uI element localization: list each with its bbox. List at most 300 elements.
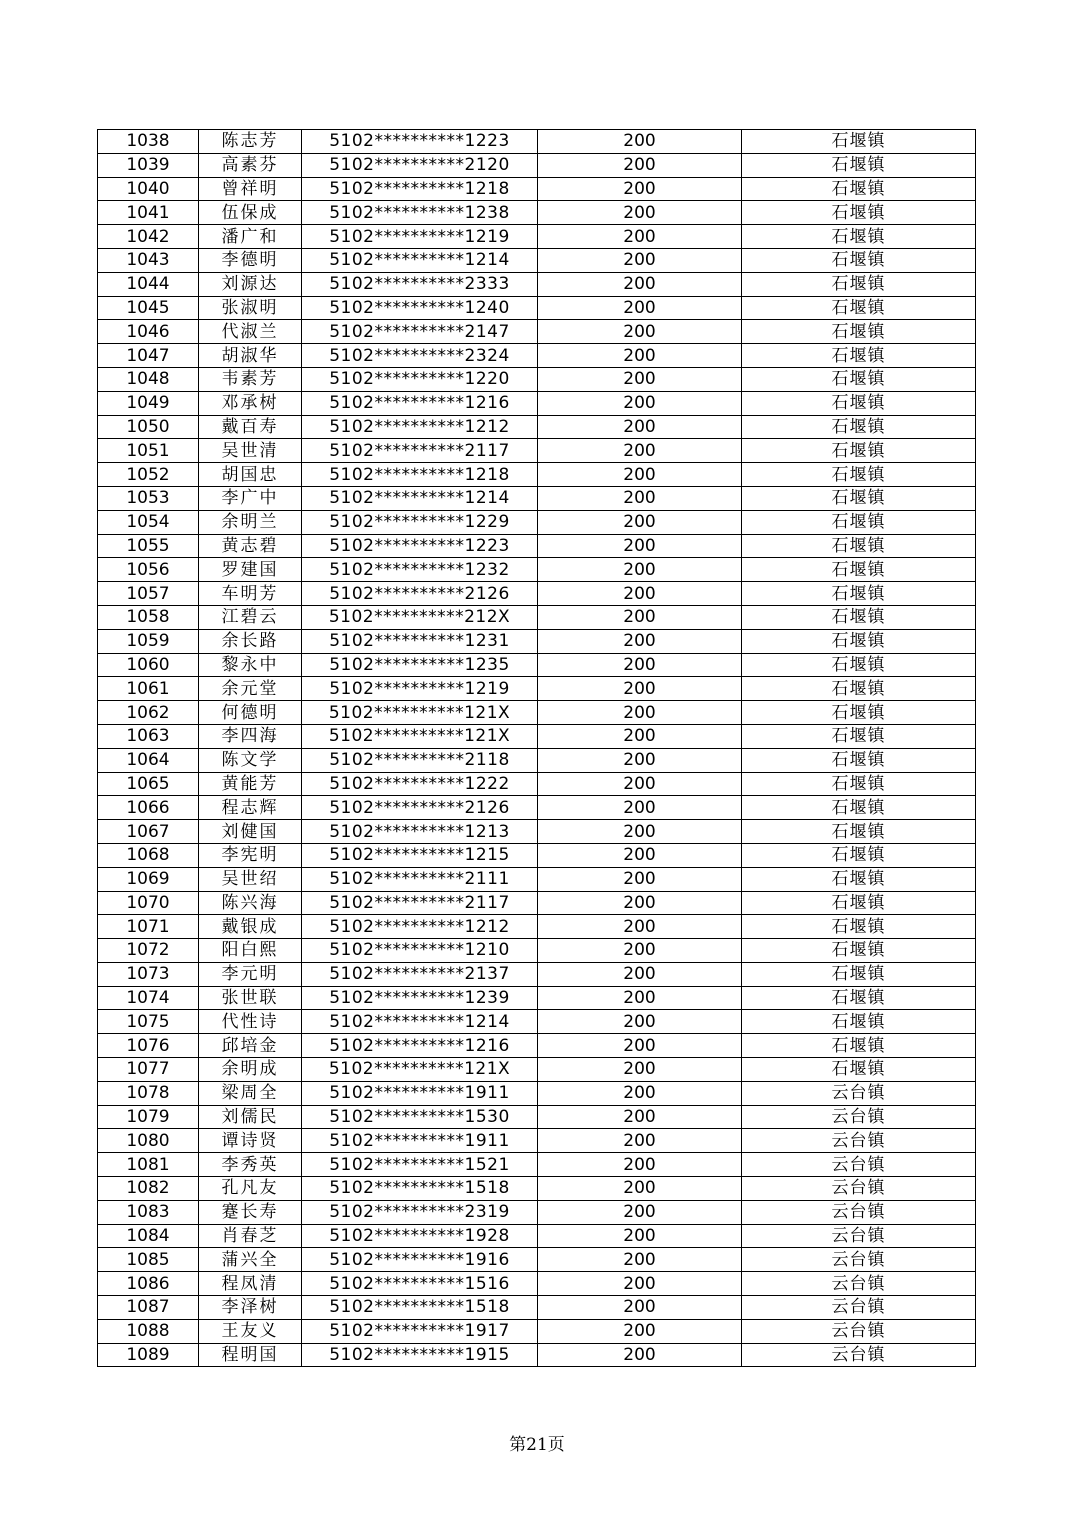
town-cell: 石堰镇	[742, 1034, 976, 1058]
id-number-cell: 5102**********121X	[302, 1058, 538, 1082]
town-cell: 石堰镇	[742, 367, 976, 391]
town-cell: 云台镇	[742, 1319, 976, 1343]
town-cell: 石堰镇	[742, 486, 976, 510]
name-cell: 梁周全	[199, 1081, 302, 1105]
name-cell: 蹇长寿	[199, 1200, 302, 1224]
amount-cell: 200	[538, 820, 742, 844]
table-row	[98, 915, 976, 939]
name-cell: 余明兰	[199, 510, 302, 534]
table-row	[98, 177, 976, 201]
id-number-cell: 5102**********1238	[302, 201, 538, 225]
id-number-cell: 5102**********1218	[302, 463, 538, 487]
name-cell: 程志辉	[199, 796, 302, 820]
id-number-cell: 5102**********2111	[302, 867, 538, 891]
amount-cell: 200	[538, 986, 742, 1010]
seq-cell: 1053	[98, 486, 199, 510]
amount-cell: 200	[538, 1105, 742, 1129]
id-number-cell: 5102**********1232	[302, 558, 538, 582]
table-row	[98, 296, 976, 320]
id-number-cell: 5102**********1239	[302, 986, 538, 1010]
id-number-cell: 5102**********1516	[302, 1272, 538, 1296]
id-number-cell: 5102**********1911	[302, 1081, 538, 1105]
id-number-cell: 5102**********2324	[302, 344, 538, 368]
id-number-cell: 5102**********2120	[302, 153, 538, 177]
amount-cell: 200	[538, 1058, 742, 1082]
town-cell: 云台镇	[742, 1177, 976, 1201]
table-row	[98, 582, 976, 606]
town-cell: 石堰镇	[742, 677, 976, 701]
seq-cell: 1064	[98, 748, 199, 772]
amount-cell: 200	[538, 201, 742, 225]
town-cell: 石堰镇	[742, 510, 976, 534]
town-cell: 石堰镇	[742, 962, 976, 986]
name-cell: 谭诗贤	[199, 1129, 302, 1153]
table-row	[98, 748, 976, 772]
amount-cell: 200	[538, 510, 742, 534]
name-cell: 何德明	[199, 701, 302, 725]
name-cell: 李四海	[199, 724, 302, 748]
amount-cell: 200	[538, 1010, 742, 1034]
amount-cell: 200	[538, 867, 742, 891]
id-number-cell: 5102**********121X	[302, 724, 538, 748]
name-cell: 韦素芳	[199, 367, 302, 391]
town-cell: 石堰镇	[742, 1010, 976, 1034]
name-cell: 李泽树	[199, 1296, 302, 1320]
id-number-cell: 5102**********1222	[302, 772, 538, 796]
name-cell: 程明国	[199, 1343, 302, 1367]
seq-cell: 1079	[98, 1105, 199, 1129]
seq-cell: 1048	[98, 367, 199, 391]
table-row	[98, 130, 976, 154]
amount-cell: 200	[538, 153, 742, 177]
seq-cell: 1077	[98, 1058, 199, 1082]
seq-cell: 1054	[98, 510, 199, 534]
seq-cell: 1071	[98, 915, 199, 939]
town-cell: 石堰镇	[742, 201, 976, 225]
name-cell: 代性诗	[199, 1010, 302, 1034]
table-row	[98, 153, 976, 177]
table-row	[98, 1129, 976, 1153]
seq-cell: 1075	[98, 1010, 199, 1034]
table-row	[98, 201, 976, 225]
town-cell: 石堰镇	[742, 1058, 976, 1082]
amount-cell: 200	[538, 1200, 742, 1224]
amount-cell: 200	[538, 1272, 742, 1296]
id-number-cell: 5102**********1240	[302, 296, 538, 320]
amount-cell: 200	[538, 320, 742, 344]
table-row	[98, 843, 976, 867]
id-number-cell: 5102**********1911	[302, 1129, 538, 1153]
seq-cell: 1089	[98, 1343, 199, 1367]
amount-cell: 200	[538, 1296, 742, 1320]
seq-cell: 1049	[98, 391, 199, 415]
id-number-cell: 5102**********2319	[302, 1200, 538, 1224]
town-cell: 云台镇	[742, 1129, 976, 1153]
town-cell: 石堰镇	[742, 225, 976, 249]
name-cell: 孔凡友	[199, 1177, 302, 1201]
table-row	[98, 605, 976, 629]
id-number-cell: 5102**********1213	[302, 820, 538, 844]
name-cell: 蒲兴全	[199, 1248, 302, 1272]
town-cell: 石堰镇	[742, 724, 976, 748]
amount-cell: 200	[538, 558, 742, 582]
name-cell: 潘广和	[199, 225, 302, 249]
name-cell: 刘健国	[199, 820, 302, 844]
amount-cell: 200	[538, 248, 742, 272]
id-number-cell: 5102**********1219	[302, 225, 538, 249]
name-cell: 张世联	[199, 986, 302, 1010]
amount-cell: 200	[538, 891, 742, 915]
seq-cell: 1041	[98, 201, 199, 225]
town-cell: 石堰镇	[742, 843, 976, 867]
table-row	[98, 1343, 976, 1367]
table-row	[98, 1034, 976, 1058]
table-row	[98, 986, 976, 1010]
table-row	[98, 1248, 976, 1272]
name-cell: 余长路	[199, 629, 302, 653]
table-row	[98, 1153, 976, 1177]
seq-cell: 1088	[98, 1319, 199, 1343]
roster-body	[98, 130, 976, 1367]
id-number-cell: 5102**********1231	[302, 629, 538, 653]
table-row	[98, 772, 976, 796]
amount-cell: 200	[538, 1343, 742, 1367]
seq-cell: 1040	[98, 177, 199, 201]
seq-cell: 1052	[98, 463, 199, 487]
seq-cell: 1039	[98, 153, 199, 177]
town-cell: 石堰镇	[742, 320, 976, 344]
seq-cell: 1038	[98, 130, 199, 154]
seq-cell: 1058	[98, 605, 199, 629]
town-cell: 石堰镇	[742, 629, 976, 653]
name-cell: 高素芬	[199, 153, 302, 177]
town-cell: 石堰镇	[742, 653, 976, 677]
table-row	[98, 677, 976, 701]
name-cell: 戴百寿	[199, 415, 302, 439]
town-cell: 石堰镇	[742, 986, 976, 1010]
id-number-cell: 5102**********2118	[302, 748, 538, 772]
name-cell: 程凤清	[199, 1272, 302, 1296]
amount-cell: 200	[538, 629, 742, 653]
seq-cell: 1073	[98, 962, 199, 986]
seq-cell: 1063	[98, 724, 199, 748]
id-number-cell: 5102**********1215	[302, 843, 538, 867]
table-row	[98, 1081, 976, 1105]
seq-cell: 1074	[98, 986, 199, 1010]
town-cell: 石堰镇	[742, 915, 976, 939]
seq-cell: 1043	[98, 248, 199, 272]
amount-cell: 200	[538, 915, 742, 939]
table-row	[98, 320, 976, 344]
name-cell: 李元明	[199, 962, 302, 986]
town-cell: 石堰镇	[742, 820, 976, 844]
id-number-cell: 5102**********1216	[302, 1034, 538, 1058]
name-cell: 李德明	[199, 248, 302, 272]
name-cell: 陈志芳	[199, 130, 302, 154]
id-number-cell: 5102**********1928	[302, 1224, 538, 1248]
id-number-cell: 5102**********1212	[302, 415, 538, 439]
amount-cell: 200	[538, 582, 742, 606]
seq-cell: 1085	[98, 1248, 199, 1272]
seq-cell: 1051	[98, 439, 199, 463]
amount-cell: 200	[538, 367, 742, 391]
id-number-cell: 5102**********1917	[302, 1319, 538, 1343]
id-number-cell: 5102**********2126	[302, 582, 538, 606]
table-row	[98, 486, 976, 510]
name-cell: 戴银成	[199, 915, 302, 939]
id-number-cell: 5102**********1219	[302, 677, 538, 701]
amount-cell: 200	[538, 1081, 742, 1105]
amount-cell: 200	[538, 534, 742, 558]
id-number-cell: 5102**********2117	[302, 439, 538, 463]
id-number-cell: 5102**********2333	[302, 272, 538, 296]
table-row	[98, 701, 976, 725]
id-number-cell: 5102**********1915	[302, 1343, 538, 1367]
id-number-cell: 5102**********1216	[302, 391, 538, 415]
town-cell: 石堰镇	[742, 177, 976, 201]
town-cell: 石堰镇	[742, 272, 976, 296]
amount-cell: 200	[538, 796, 742, 820]
table-row	[98, 939, 976, 963]
seq-cell: 1059	[98, 629, 199, 653]
seq-cell: 1061	[98, 677, 199, 701]
town-cell: 石堰镇	[742, 605, 976, 629]
seq-cell: 1080	[98, 1129, 199, 1153]
seq-cell: 1084	[98, 1224, 199, 1248]
table-row	[98, 463, 976, 487]
seq-cell: 1083	[98, 1200, 199, 1224]
name-cell: 黎永中	[199, 653, 302, 677]
id-number-cell: 5102**********1218	[302, 177, 538, 201]
name-cell: 陈兴海	[199, 891, 302, 915]
town-cell: 云台镇	[742, 1200, 976, 1224]
table-row	[98, 248, 976, 272]
name-cell: 代淑兰	[199, 320, 302, 344]
id-number-cell: 5102**********1210	[302, 939, 538, 963]
id-number-cell: 5102**********1521	[302, 1153, 538, 1177]
name-cell: 邱培金	[199, 1034, 302, 1058]
table-row	[98, 796, 976, 820]
name-cell: 阳白熙	[199, 939, 302, 963]
id-number-cell: 5102**********1223	[302, 534, 538, 558]
town-cell: 石堰镇	[742, 296, 976, 320]
table-row	[98, 1010, 976, 1034]
amount-cell: 200	[538, 486, 742, 510]
name-cell: 陈文学	[199, 748, 302, 772]
table-row	[98, 344, 976, 368]
name-cell: 伍保成	[199, 201, 302, 225]
seq-cell: 1076	[98, 1034, 199, 1058]
amount-cell: 200	[538, 772, 742, 796]
id-number-cell: 5102**********2126	[302, 796, 538, 820]
town-cell: 石堰镇	[742, 534, 976, 558]
table-row	[98, 272, 976, 296]
amount-cell: 200	[538, 724, 742, 748]
town-cell: 石堰镇	[742, 748, 976, 772]
amount-cell: 200	[538, 962, 742, 986]
town-cell: 石堰镇	[742, 891, 976, 915]
table-row	[98, 724, 976, 748]
town-cell: 云台镇	[742, 1153, 976, 1177]
name-cell: 胡国忠	[199, 463, 302, 487]
name-cell: 肖春芝	[199, 1224, 302, 1248]
name-cell: 黄志碧	[199, 534, 302, 558]
table-row	[98, 1272, 976, 1296]
seq-cell: 1069	[98, 867, 199, 891]
table-row	[98, 629, 976, 653]
seq-cell: 1055	[98, 534, 199, 558]
id-number-cell: 5102**********1518	[302, 1296, 538, 1320]
amount-cell: 200	[538, 1034, 742, 1058]
amount-cell: 200	[538, 1177, 742, 1201]
name-cell: 余元堂	[199, 677, 302, 701]
seq-cell: 1087	[98, 1296, 199, 1320]
seq-cell: 1047	[98, 344, 199, 368]
town-cell: 云台镇	[742, 1296, 976, 1320]
seq-cell: 1056	[98, 558, 199, 582]
amount-cell: 200	[538, 296, 742, 320]
amount-cell: 200	[538, 701, 742, 725]
table-row	[98, 367, 976, 391]
seq-cell: 1072	[98, 939, 199, 963]
seq-cell: 1086	[98, 1272, 199, 1296]
seq-cell: 1045	[98, 296, 199, 320]
amount-cell: 200	[538, 344, 742, 368]
id-number-cell: 5102**********1214	[302, 248, 538, 272]
seq-cell: 1081	[98, 1153, 199, 1177]
town-cell: 石堰镇	[742, 439, 976, 463]
seq-cell: 1065	[98, 772, 199, 796]
seq-cell: 1060	[98, 653, 199, 677]
amount-cell: 200	[538, 748, 742, 772]
amount-cell: 200	[538, 653, 742, 677]
amount-cell: 200	[538, 1248, 742, 1272]
amount-cell: 200	[538, 1129, 742, 1153]
town-cell: 石堰镇	[742, 153, 976, 177]
table-row	[98, 1105, 976, 1129]
id-number-cell: 5102**********2117	[302, 891, 538, 915]
amount-cell: 200	[538, 677, 742, 701]
amount-cell: 200	[538, 939, 742, 963]
name-cell: 余明成	[199, 1058, 302, 1082]
id-number-cell: 5102**********1214	[302, 486, 538, 510]
table-row	[98, 510, 976, 534]
seq-cell: 1057	[98, 582, 199, 606]
seq-cell: 1067	[98, 820, 199, 844]
amount-cell: 200	[538, 415, 742, 439]
amount-cell: 200	[538, 130, 742, 154]
amount-cell: 200	[538, 177, 742, 201]
name-cell: 曾祥明	[199, 177, 302, 201]
seq-cell: 1050	[98, 415, 199, 439]
id-number-cell: 5102**********1530	[302, 1105, 538, 1129]
town-cell: 云台镇	[742, 1248, 976, 1272]
table-row	[98, 1177, 976, 1201]
id-number-cell: 5102**********1212	[302, 915, 538, 939]
amount-cell: 200	[538, 391, 742, 415]
town-cell: 石堰镇	[742, 772, 976, 796]
seq-cell: 1068	[98, 843, 199, 867]
town-cell: 石堰镇	[742, 558, 976, 582]
table-row	[98, 415, 976, 439]
amount-cell: 200	[538, 272, 742, 296]
town-cell: 石堰镇	[742, 391, 976, 415]
id-number-cell: 5102**********1229	[302, 510, 538, 534]
name-cell: 吴世清	[199, 439, 302, 463]
id-number-cell: 5102**********121X	[302, 701, 538, 725]
seq-cell: 1062	[98, 701, 199, 725]
name-cell: 邓承树	[199, 391, 302, 415]
town-cell: 石堰镇	[742, 939, 976, 963]
id-number-cell: 5102**********1214	[302, 1010, 538, 1034]
amount-cell: 200	[538, 1153, 742, 1177]
id-number-cell: 5102**********2147	[302, 320, 538, 344]
town-cell: 石堰镇	[742, 701, 976, 725]
id-number-cell: 5102**********1916	[302, 1248, 538, 1272]
table-row	[98, 1058, 976, 1082]
table-row	[98, 439, 976, 463]
name-cell: 罗建国	[199, 558, 302, 582]
amount-cell: 200	[538, 439, 742, 463]
town-cell: 云台镇	[742, 1272, 976, 1296]
town-cell: 石堰镇	[742, 344, 976, 368]
amount-cell: 200	[538, 1224, 742, 1248]
table-row	[98, 962, 976, 986]
id-number-cell: 5102**********2137	[302, 962, 538, 986]
table-row	[98, 1224, 976, 1248]
page-number: 第21页	[509, 1435, 565, 1455]
table-row	[98, 867, 976, 891]
table-row	[98, 225, 976, 249]
seq-cell: 1070	[98, 891, 199, 915]
amount-cell: 200	[538, 843, 742, 867]
name-cell: 吴世绍	[199, 867, 302, 891]
town-cell: 石堰镇	[742, 130, 976, 154]
seq-cell: 1066	[98, 796, 199, 820]
town-cell: 云台镇	[742, 1105, 976, 1129]
name-cell: 黄能芳	[199, 772, 302, 796]
town-cell: 石堰镇	[742, 248, 976, 272]
seq-cell: 1042	[98, 225, 199, 249]
town-cell: 石堰镇	[742, 582, 976, 606]
name-cell: 李秀英	[199, 1153, 302, 1177]
seq-cell: 1078	[98, 1081, 199, 1105]
amount-cell: 200	[538, 225, 742, 249]
id-number-cell: 5102**********212X	[302, 605, 538, 629]
id-number-cell: 5102**********1223	[302, 130, 538, 154]
town-cell: 云台镇	[742, 1224, 976, 1248]
table-row	[98, 558, 976, 582]
name-cell: 刘儒民	[199, 1105, 302, 1129]
seq-cell: 1044	[98, 272, 199, 296]
name-cell: 王友义	[199, 1319, 302, 1343]
table-row	[98, 653, 976, 677]
amount-cell: 200	[538, 1319, 742, 1343]
table-row	[98, 1319, 976, 1343]
id-number-cell: 5102**********1235	[302, 653, 538, 677]
town-cell: 石堰镇	[742, 415, 976, 439]
name-cell: 张淑明	[199, 296, 302, 320]
id-number-cell: 5102**********1518	[302, 1177, 538, 1201]
name-cell: 刘源达	[199, 272, 302, 296]
amount-cell: 200	[538, 605, 742, 629]
seq-cell: 1082	[98, 1177, 199, 1201]
roster-table	[97, 129, 976, 1367]
town-cell: 石堰镇	[742, 867, 976, 891]
town-cell: 石堰镇	[742, 463, 976, 487]
id-number-cell: 5102**********1220	[302, 367, 538, 391]
name-cell: 车明芳	[199, 582, 302, 606]
